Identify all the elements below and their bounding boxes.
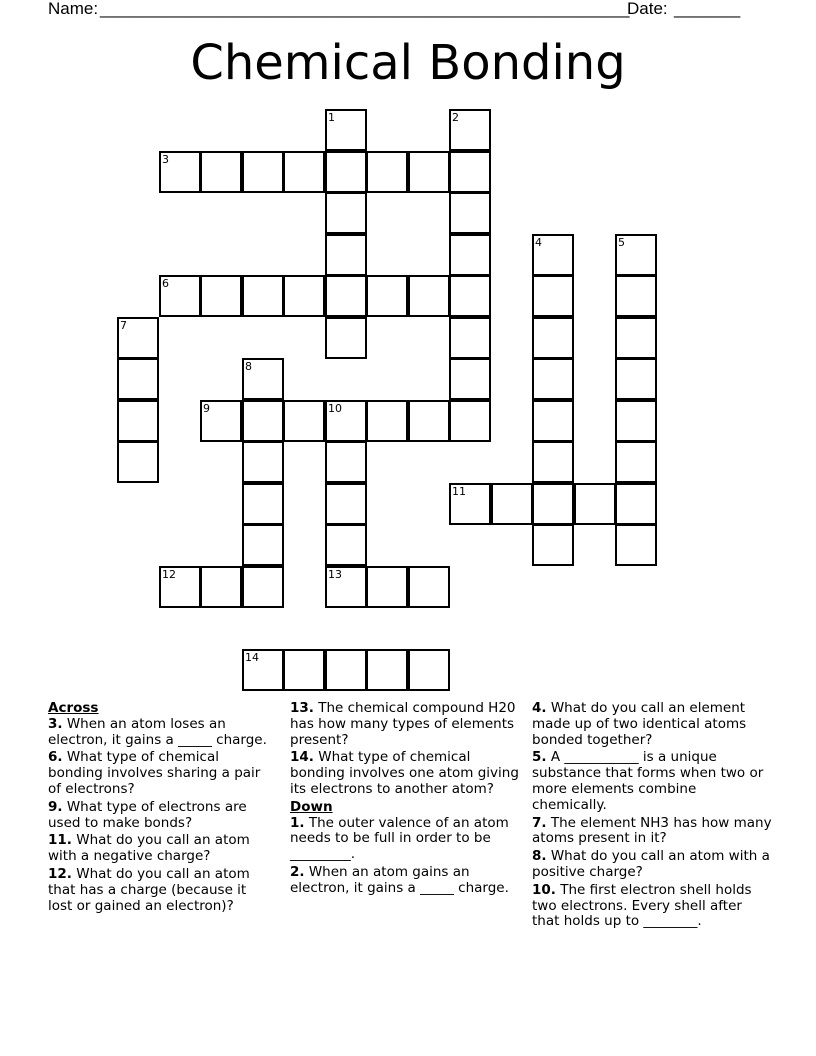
crossword-cell[interactable] [532,483,574,525]
crossword-cell[interactable] [325,524,367,566]
clue-down-5: 5. A ___________ is a unique substance that forms when two or more elements combine chemically. [532,749,764,813]
crossword-cell[interactable] [532,441,574,483]
clue-down-2: 2. When an atom gains an electron, it gains a _____ charge. [290,863,509,896]
crossword-cell[interactable] [449,151,491,193]
crossword-cell[interactable] [242,483,284,525]
crossword-cell[interactable] [366,151,408,193]
crossword-cell[interactable] [408,649,450,691]
date-label: Date: [627,0,668,18]
crossword-cell[interactable] [159,275,201,317]
crossword-cell[interactable] [242,275,284,317]
crossword-cell[interactable] [449,483,491,525]
clue-down-7: 7. The element NH3 has how many atoms present in it? [532,814,772,847]
crossword-cell[interactable] [574,483,616,525]
crossword-cell[interactable] [449,109,491,151]
clue-across-6: 6. What type of chemical bonding involves sharing a pair of electrons? [48,749,261,797]
clue-number: 6 [162,277,169,290]
crossword-cell[interactable] [615,483,657,525]
crossword-cell[interactable] [283,649,325,691]
crossword-cell[interactable] [242,524,284,566]
crossword-cell[interactable] [408,400,450,442]
crossword-cell[interactable] [449,317,491,359]
crossword-cell[interactable] [532,275,574,317]
crossword-cell[interactable] [159,151,201,193]
clue-number: 3 [162,153,169,166]
clue-number: 11 [452,485,466,498]
crossword-cell[interactable] [325,441,367,483]
crossword-cell[interactable] [325,151,367,193]
clue-across-3: 3. When an atom loses an electron, it gains a _____ charge. [48,715,267,748]
clue-across-13: 13. The chemical compound H20 has how many types of elements present? [290,700,516,748]
clue-across-12: 12. What do you call an atom that has a charge (because it lost or gained an electron)? [48,865,250,914]
crossword-cell[interactable] [366,649,408,691]
crossword-cell[interactable] [325,566,367,608]
crossword-cell[interactable] [200,566,242,608]
crossword-cell[interactable] [615,441,657,483]
crossword-cell[interactable] [615,234,657,276]
crossword-cell[interactable] [242,151,284,193]
clue-column-3 [532,701,772,932]
clue-column-2 [290,701,526,899]
crossword-cell[interactable] [615,524,657,566]
crossword-cell[interactable] [449,400,491,442]
crossword-cell[interactable] [325,317,367,359]
crossword-cell[interactable] [325,234,367,276]
clue-number: 12 [162,568,176,581]
crossword-cell[interactable] [449,234,491,276]
crossword-cell[interactable] [242,358,284,400]
crossword-cell[interactable] [242,649,284,691]
crossword-cell[interactable] [532,234,574,276]
across-heading: Across [48,700,99,716]
crossword-cell[interactable] [325,109,367,151]
clue-across-14: 14. What type of chemical bonding involves one atom giving its electrons to another atom? [290,749,519,797]
crossword-cell[interactable] [283,400,325,442]
crossword-cell[interactable] [117,400,159,442]
crossword-cell[interactable] [200,400,242,442]
crossword-cell[interactable] [408,566,450,608]
crossword-cell[interactable] [449,358,491,400]
crossword-cell[interactable] [117,441,159,483]
clue-number: 9 [203,402,210,415]
name-label: Name: [48,0,99,18]
clue-number: 10 [328,402,342,415]
crossword-cell[interactable] [615,400,657,442]
clue-number: 8 [245,360,252,373]
clue-number: 4 [535,236,542,249]
crossword-cell[interactable] [242,400,284,442]
crossword-cell[interactable] [159,566,201,608]
clue-number: 1 [328,111,335,124]
crossword-cell[interactable] [283,275,325,317]
crossword-cell[interactable] [325,275,367,317]
crossword-cell[interactable] [283,151,325,193]
crossword-cell[interactable] [200,151,242,193]
crossword-cell[interactable] [242,441,284,483]
crossword-cell[interactable] [325,400,367,442]
crossword-cell[interactable] [366,400,408,442]
clue-number: 2 [452,111,459,124]
crossword-cell[interactable] [408,275,450,317]
crossword-cell[interactable] [242,566,284,608]
crossword-cell[interactable] [408,151,450,193]
crossword-cell[interactable] [200,275,242,317]
clue-number: 14 [245,651,259,664]
clue-down-8: 8. What do you call an atom with a positive charge? [532,848,770,880]
crossword-cell[interactable] [615,358,657,400]
down-heading: Down [290,798,333,815]
name-field[interactable]: ________________________________________________________ [100,0,630,18]
crossword-cell[interactable] [117,358,159,400]
crossword-cell[interactable] [532,317,574,359]
crossword-cell[interactable] [325,483,367,525]
crossword-cell[interactable] [117,317,159,359]
date-field[interactable]: _______ [674,0,741,18]
crossword-cell[interactable] [325,192,367,234]
clue-column-1 [48,701,270,916]
crossword-cell[interactable] [449,192,491,234]
clue-across-9: 9. What type of electrons are used to make bonds? [48,798,247,831]
clue-down-10: 10. The first electron shell holds two electrons. Every shell after that holds up to ________. [532,881,752,930]
crossword-cell[interactable] [366,566,408,608]
crossword-cell[interactable] [615,317,657,359]
page-title: Chemical Bonding [190,35,626,91]
crossword-cell[interactable] [532,358,574,400]
clue-number: 7 [120,319,127,332]
clue-number: 5 [618,236,625,249]
crossword-cell[interactable] [532,400,574,442]
crossword-cell[interactable] [325,649,367,691]
clue-down-1: 1. The outer valence of an atom needs to be full in order to be _________. [290,814,509,863]
clue-across-11: 11. What do you call an atom with a negative charge? [48,832,250,865]
crossword-cell[interactable] [366,275,408,317]
clue-number: 13 [328,568,342,581]
clue-down-4: 4. What do you call an element made up of two identical atoms bonded together? [532,700,747,748]
crossword-cell[interactable] [532,524,574,566]
crossword-cell[interactable] [491,483,533,525]
crossword-cell[interactable] [449,275,491,317]
crossword-cell[interactable] [615,275,657,317]
